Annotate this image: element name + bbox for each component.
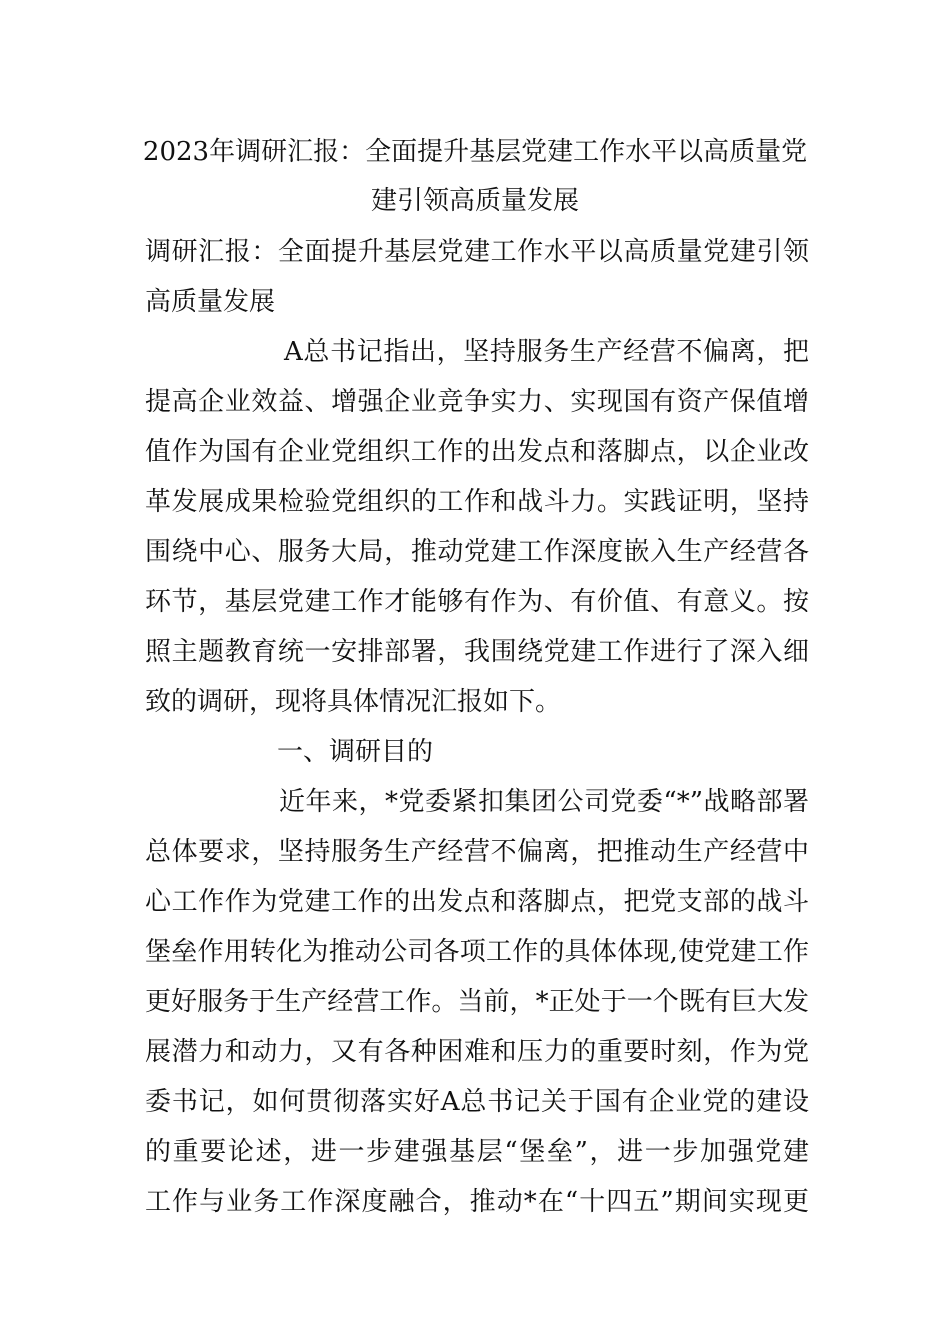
paragraph-line: 值作为国有企业党组织工作的出发点和落脚点，以企业改	[145, 437, 809, 467]
paragraph-line: 委书记，如何贯彻落实好A总书记关于国有企业党的建设	[145, 1087, 809, 1117]
paragraph-line: 调研汇报：全面提升基层党建工作水平以高质量党建引领	[145, 237, 809, 267]
paragraph-line: 照主题教育统一安排部署，我围绕党建工作进行了深入细	[145, 637, 809, 667]
paragraph-line: 总体要求，坚持服务生产经营不偏离，把推动生产经营中	[145, 837, 809, 867]
paragraph-line: 更好服务于生产经营工作。当前，*正处于一个既有巨大发	[145, 987, 809, 1017]
document-title-line-1: 2023年调研汇报：全面提升基层党建工作水平以高质量党	[142, 137, 808, 167]
paragraph-line: 心工作作为党建工作的出发点和落脚点，把党支部的战斗	[145, 887, 809, 917]
paragraph-line: 展潜力和动力，又有各种困难和压力的重要时刻，作为党	[145, 1037, 809, 1067]
paragraph-line: A总书记指出，坚持服务生产经营不偏离，把	[284, 337, 809, 367]
paragraph-line: 环节，基层党建工作才能够有作为、有价值、有意义。按	[145, 587, 809, 617]
paragraph-line: 的重要论述，进一步建强基层“堡垒”，进一步加强党建	[145, 1137, 809, 1167]
paragraph-line: 近年来，*党委紧扣集团公司党委“*”战略部署	[279, 787, 809, 817]
paragraph-line: 堡垒作用转化为推动公司各项工作的具体体现,使党建工作	[145, 937, 809, 967]
paragraph-line: 工作与业务工作深度融合，推动*在“十四五”期间实现更	[145, 1187, 809, 1217]
paragraph-line: 革发展成果检验党组织的工作和战斗力。实践证明，坚持	[145, 487, 809, 517]
paragraph-line: 致的调研，现将具体情况汇报如下。	[145, 687, 562, 717]
section-heading: 一、调研目的	[277, 737, 434, 767]
paragraph-line: 围绕中心、服务大局，推动党建工作深度嵌入生产经营各	[145, 537, 809, 567]
document-title-line-2: 建引领高质量发展	[370, 186, 579, 216]
paragraph-line: 提高企业效益、增强企业竞争实力、实现国有资产保值增	[145, 387, 809, 417]
paragraph-line: 高质量发展	[145, 287, 276, 317]
